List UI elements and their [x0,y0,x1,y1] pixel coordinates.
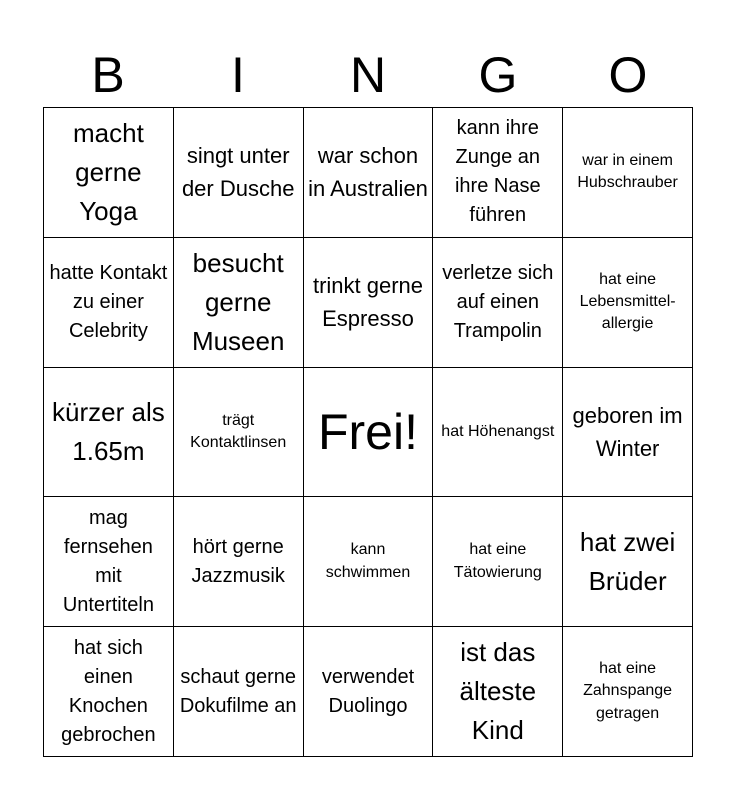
bingo-cell-r1-c2[interactable] [174,108,304,238]
bingo-cell-r4-c5[interactable] [563,497,693,627]
bingo-cell-r2-c2[interactable] [174,238,304,368]
bingo-cell-r4-c4[interactable] [433,497,563,627]
bingo-card-grid [43,107,693,757]
bingo-cell-label: mag fernsehen mit Untertiteln [62,506,154,616]
bingo-cell-r5-c1[interactable] [44,627,174,757]
bingo-cell-r1-c5[interactable] [563,108,693,238]
bingo-cell-label: geboren im Winter [572,402,683,461]
bingo-cell-r3-c1[interactable] [44,368,174,498]
bingo-cell-r1-c1[interactable] [44,108,174,238]
bingo-cell-label: hat zwei Brüder [579,526,676,596]
bingo-cell-label: verwendet Duolingo [321,665,415,717]
bingo-cell-label: hat eine Lebensmittel-allergie [579,270,676,333]
free-space-cell[interactable] [304,368,434,498]
bingo-cell-label: besucht gerne Museen [191,247,285,356]
header-letter-n: N [349,47,387,103]
bingo-cell-label: hat Höhenangst [441,422,555,440]
bingo-cell-r1-c4[interactable] [433,108,563,238]
bingo-cell-label: verletze sich auf einen Trampolin [442,261,554,342]
bingo-cell-label: trägt Kontaktlinsen [190,411,287,451]
bingo-cell-label: war schon in Australien [308,143,428,202]
bingo-cell-r1-c3[interactable] [304,108,434,238]
bingo-cell-r5-c3[interactable] [304,627,434,757]
header-letter-g: G [478,47,518,103]
bingo-cell-r4-c2[interactable] [174,497,304,627]
bingo-cell-label: singt unter der Dusche [181,143,295,202]
bingo-cell-r3-c5[interactable] [563,368,693,498]
bingo-cell-r5-c4[interactable] [433,627,563,757]
bingo-header [43,44,693,106]
header-letter-i: I [231,47,245,103]
bingo-cell-r2-c4[interactable] [433,238,563,368]
bingo-cell-r2-c1[interactable] [44,238,174,368]
header-letter-b: B [91,47,125,103]
bingo-cell-r5-c5[interactable] [563,627,693,757]
bingo-cell-label: kann ihre Zunge an ihre Nase führen [454,117,541,227]
bingo-cell-r2-c5[interactable] [563,238,693,368]
bingo-cell-label: schaut gerne Dokufilme an [179,665,297,717]
bingo-cell-label: trinkt gerne Espresso [312,273,424,332]
bingo-cell-label: hatte Kontakt zu einer Celebrity [49,261,168,342]
bingo-cell-r3-c2[interactable] [174,368,304,498]
bingo-cell-r5-c2[interactable] [174,627,304,757]
bingo-cell-label: hat sich einen Knochen gebrochen [61,636,156,746]
bingo-cell-r4-c3[interactable] [304,497,434,627]
bingo-cell-r3-c4[interactable] [433,368,563,498]
bingo-cell-label: ist das älteste Kind [459,637,537,746]
bingo-cell-label: hat eine Zahnspange getragen [583,660,673,722]
bingo-cell-label: kann schwimmen [325,541,411,581]
bingo-cell-label: hört gerne Jazzmusik [191,535,285,587]
bingo-cell-label: kürzer als 1.65m [52,396,165,466]
bingo-cell-r4-c1[interactable] [44,497,174,627]
header-letter-o: O [608,47,648,103]
bingo-cell-label: macht gerne Yoga [72,117,144,226]
bingo-cell-label: Frei! [317,403,418,460]
bingo-cell-r2-c3[interactable] [304,238,434,368]
bingo-cell-label: hat eine Tätowierung [453,541,542,581]
bingo-cell-label: war in einem Hubschrauber [577,152,678,192]
